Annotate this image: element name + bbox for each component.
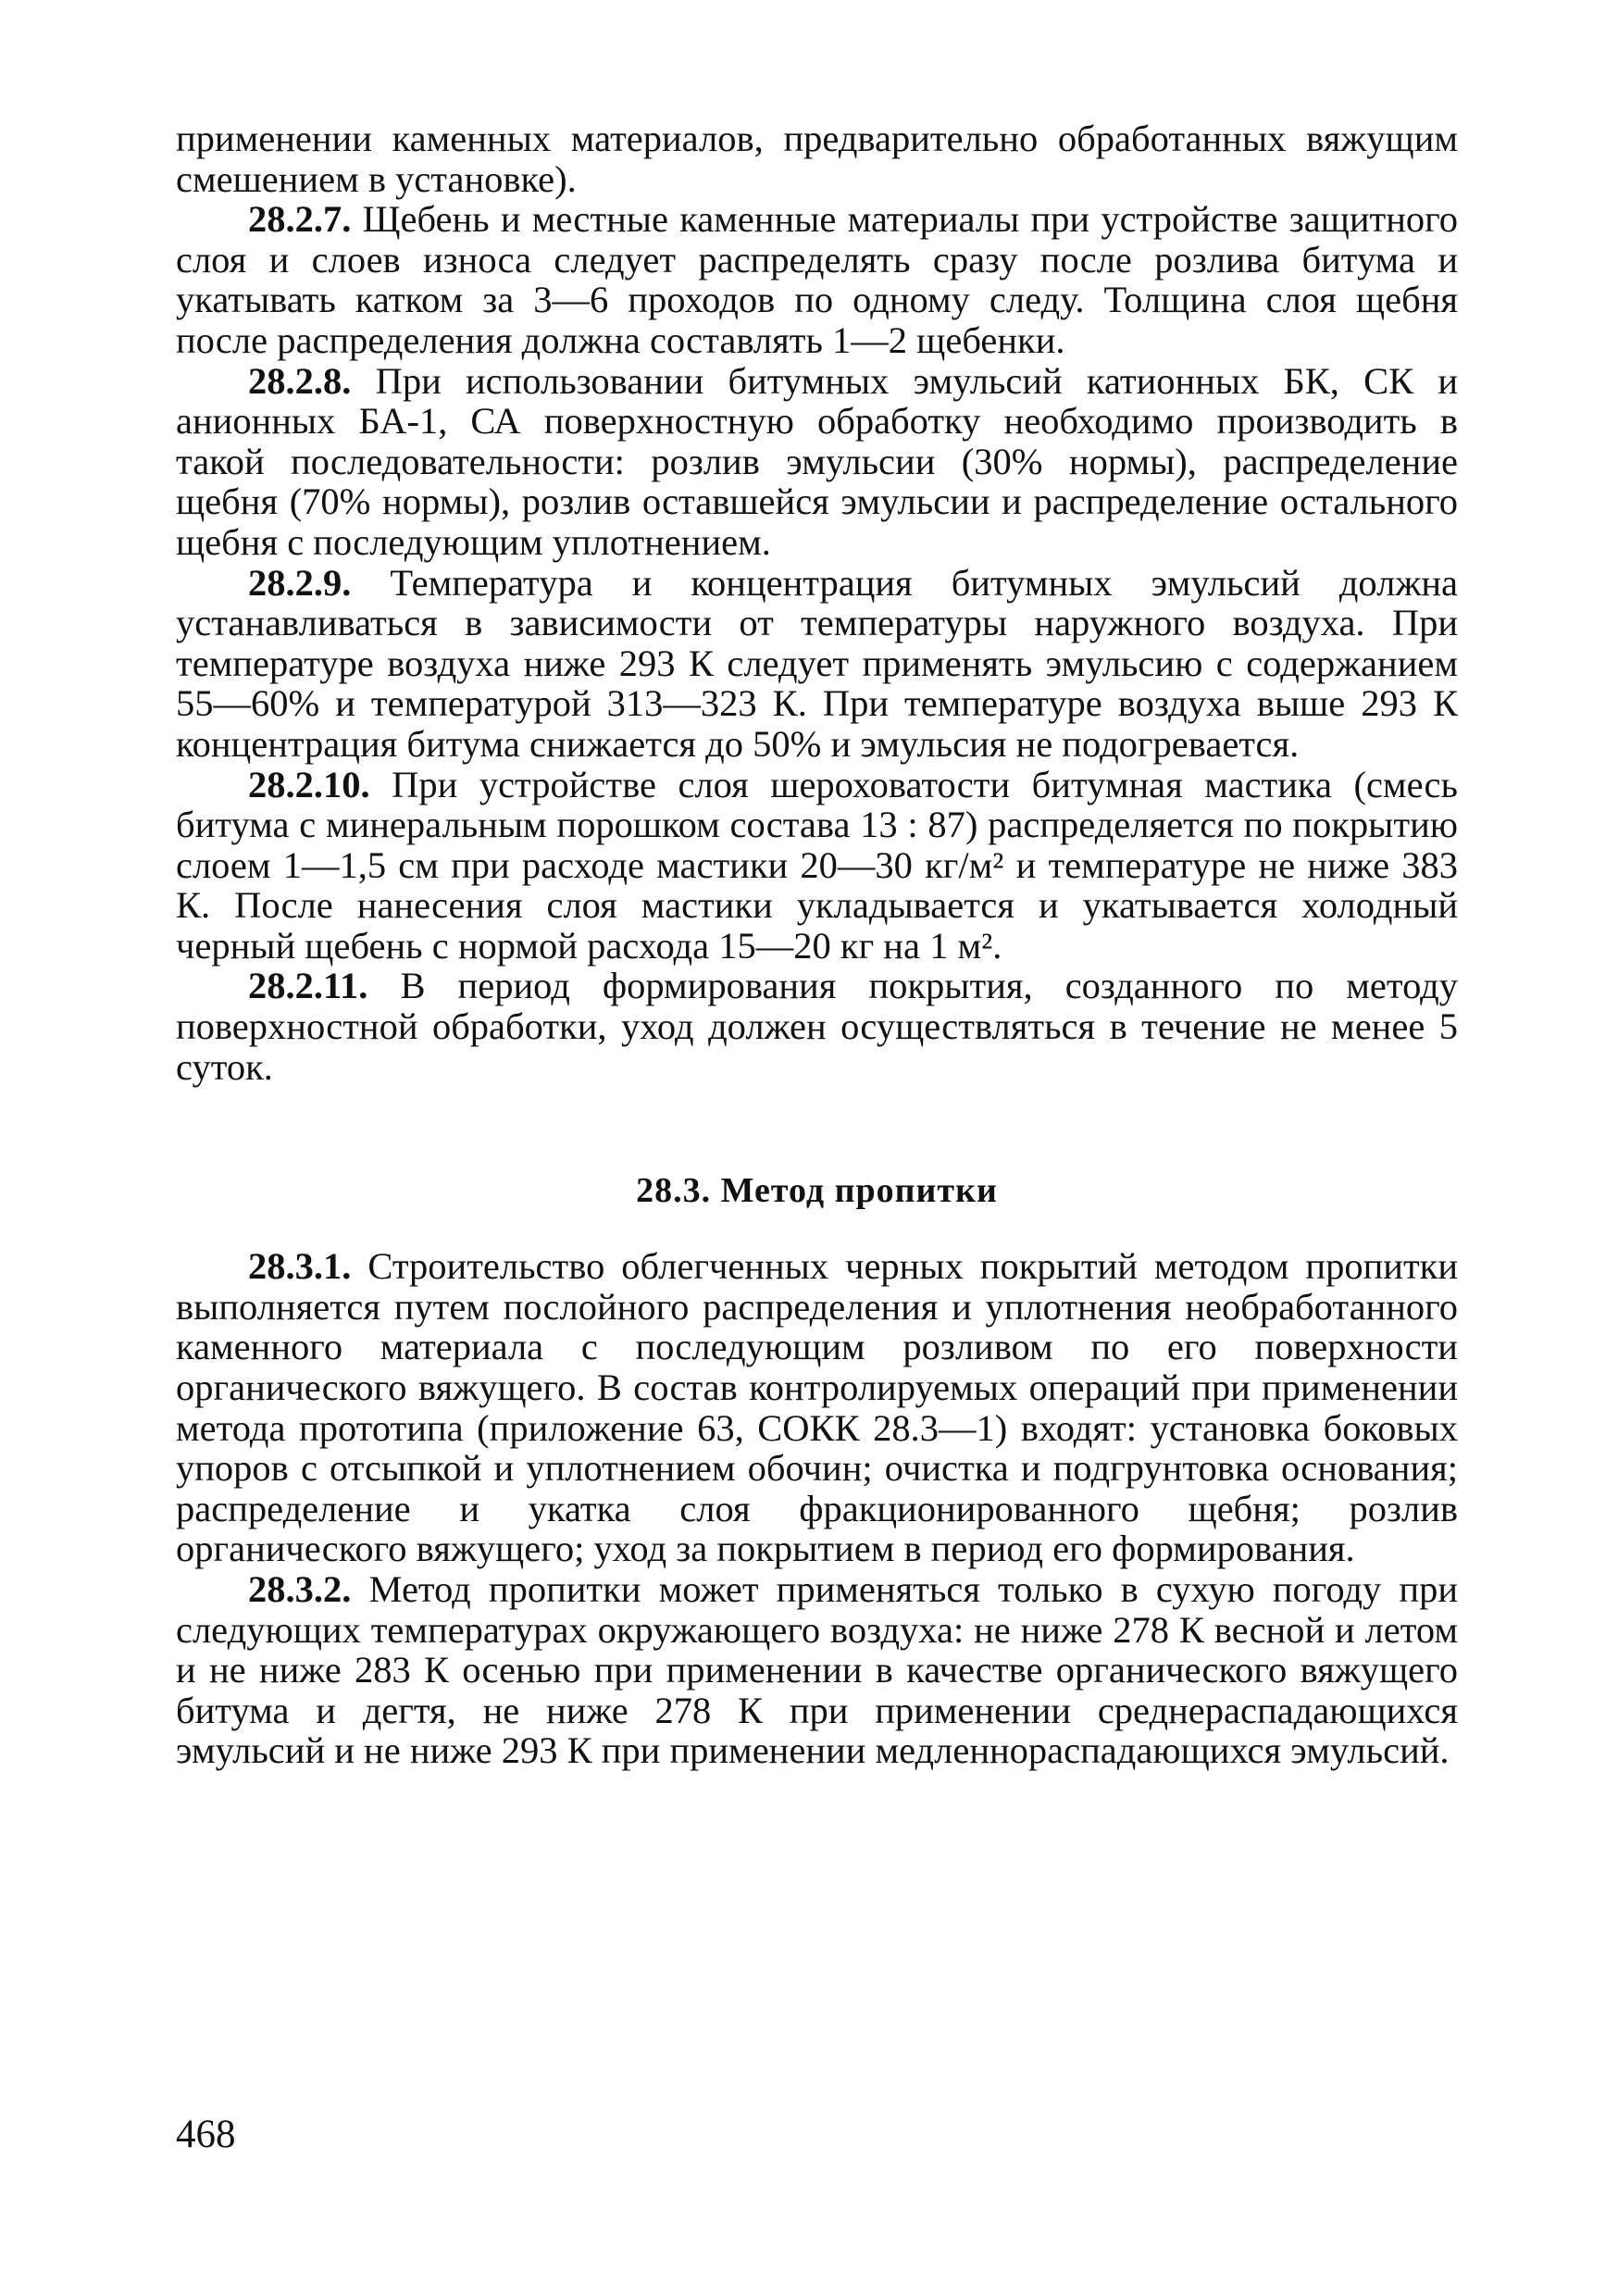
paragraph-28-2-10	[176, 765, 1458, 967]
paragraph-text: Метод пропитки может применяться только в сухую погоду при следующих температурах окружающего воздуха: не ниже 278 К весной и летом и не ниже 283 К осенью при применении в качестве органического вяжущего битума и дегтя, не ниже 278 К при применении среднераспадающихся эмульсий и не ниже 293 К при применении медленнораспадающихся эмульсий.	[176, 1568, 1458, 1772]
paragraph-number: 28.3.1.	[248, 1245, 352, 1288]
section-heading: 28.3. Метод пропитки	[636, 1171, 998, 1211]
paragraph-text: Строительство облегченных черных покрытий методом пропитки выполняется путем послойного распределения и уплотнения необработанного каменного материала с последующим розливом по его поверхности органического вяжущего. В состав контролируемых операций при применении метода прототипа (приложение 63, СОКК 28.3—1) входят: установка боковых упоров с отсыпкой и уплотнением обочин; очистка и подгрунтовка основания; распределение и укатка слоя фракционированного щебня; розлив органического вяжущего; уход за покрытием в период его формирования.	[176, 1245, 1459, 1570]
paragraph-number: 28.2.7.	[248, 198, 352, 241]
paragraph-28-2-11	[176, 966, 1458, 1087]
paragraph-28-2-8	[176, 361, 1458, 563]
paragraph-number: 28.3.2.	[248, 1568, 352, 1610]
paragraph-number: 28.2.11.	[248, 965, 368, 1007]
paragraph-text: При устройстве слоя шероховатости битумная мастика (смесь битума с минеральным порошком состава 13 : 87) распределяется по покрытию слоем 1—1,5 см при расходе мастики 20—30 кг/м² и температуре не ниже 383 К. После нанесения слоя мастики укладывается и укатывается холодный черный щебень с нормой расхода 15—20 кг на 1 м².	[176, 763, 1458, 967]
paragraph-28-3-2	[176, 1569, 1458, 1771]
paragraph-number: 28.2.10.	[248, 763, 370, 805]
paragraph-text: В период формирования покрытия, созданного по методу поверхностной обработки, уход должен осуществляться в течение не менее 5 суток.	[176, 965, 1459, 1088]
paragraph-number: 28.2.8.	[248, 359, 352, 402]
paragraph-text: Температура и концентрация битумных эмульсий должна устанавливаться в зависимости от температуры наружного воздуха. При температуре воздуха ниже 293 К следует применять эмульсию с содержанием 55—60% и температурой 313—323 К. При температуре воздуха выше 293 К концентрация битума снижается до 50% и эмульсия не подогревается.	[176, 561, 1458, 765]
paragraph-number: 28.2.9.	[248, 561, 352, 604]
intro-paragraph: применении каменных материалов, предварительно обработанных вяжущим смешением в установке).	[176, 118, 1458, 200]
paragraph-text: При использовании битумных эмульсий катионных БК, СК и анионных БА-1, СА поверхностную обработку необходимо производить в такой последовательности: розлив эмульсии (30% нормы), распределение щебня (70% нормы), розлив оставшейся эмульсии и распределение остального щебня с последующим уплотнением.	[176, 359, 1459, 563]
paragraph-text: Щебень и местные каменные материалы при устройстве защитного слоя и слоев износа следует распределять сразу после розлива битума и укатывать катком за 3—6 проходов по одному следу. Толщина слоя щебня после распределения должна составлять 1—2 щебенки.	[176, 198, 1458, 361]
page-number: 468	[176, 2113, 236, 2156]
paragraph-28-2-7	[176, 199, 1458, 360]
document-page	[176, 119, 1458, 1771]
paragraph-28-3-1	[176, 1246, 1458, 1569]
paragraph-28-2-9	[176, 563, 1458, 765]
